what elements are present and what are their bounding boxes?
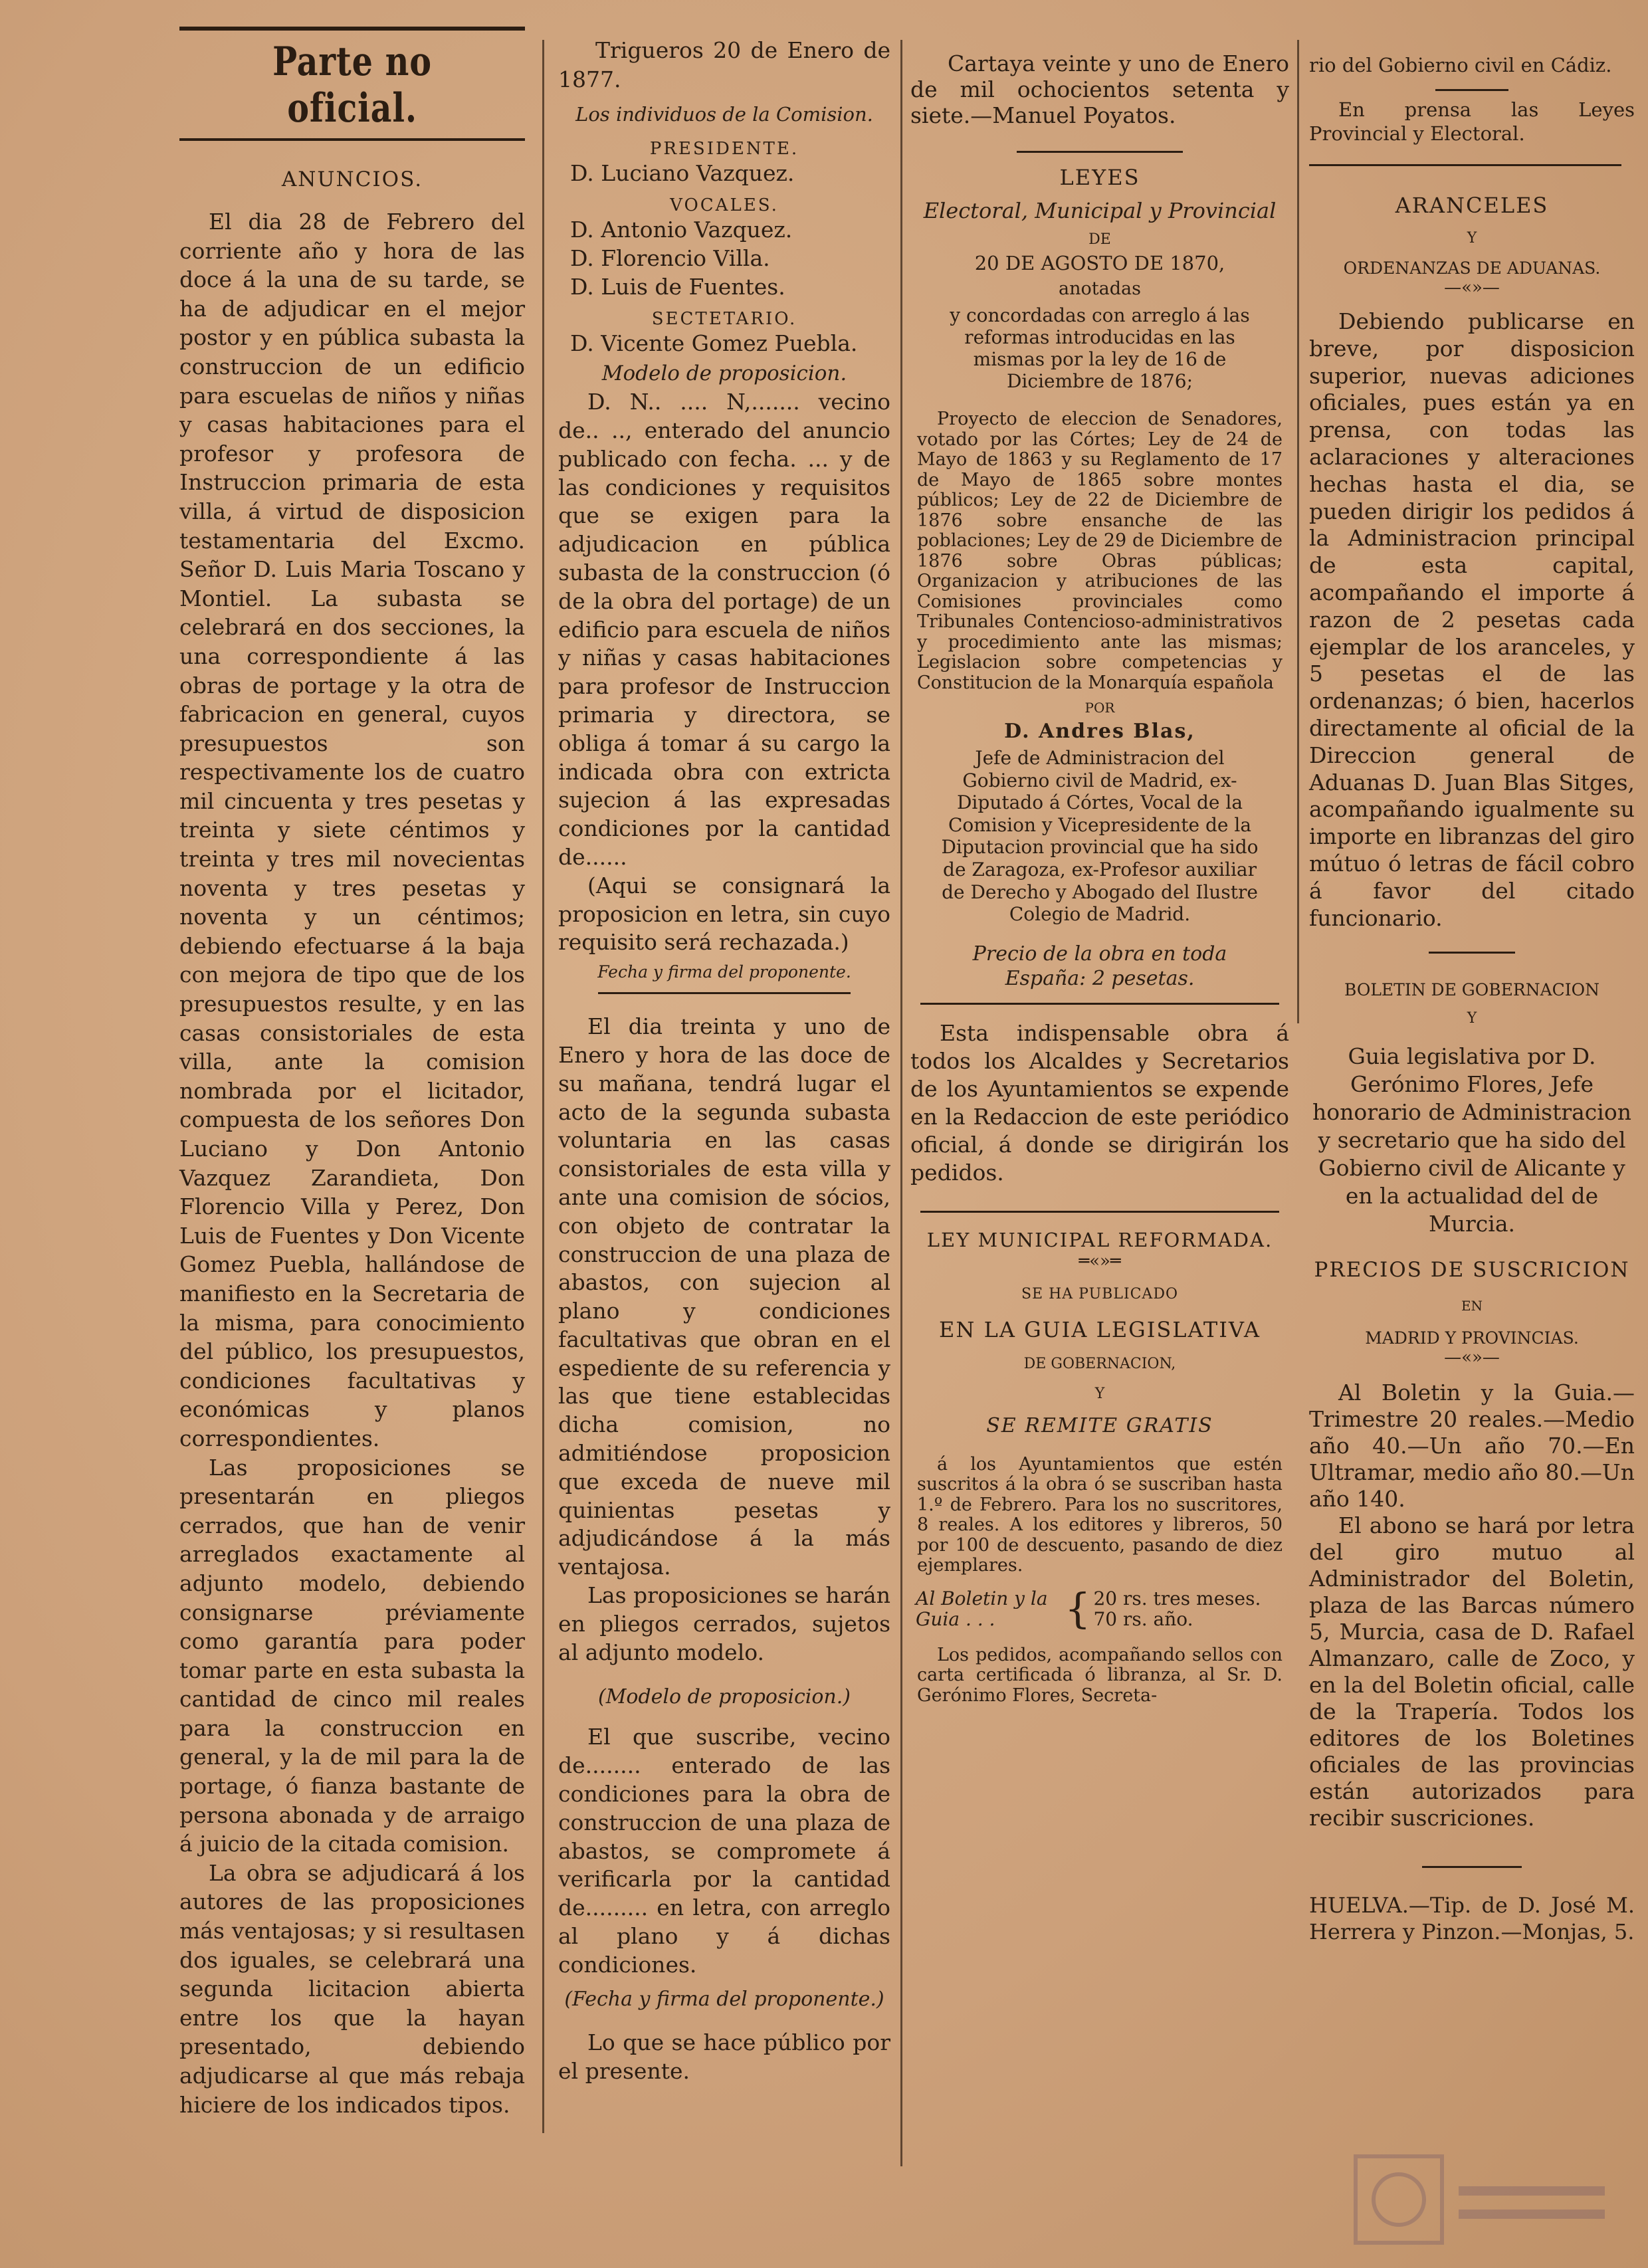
cartaya-signature: Cartaya veinte y uno de Enero de mil ochocientos setenta y siete.—Manuel Poyatos. xyxy=(910,51,1289,128)
ornament: —«»— xyxy=(1444,1348,1500,1368)
proyecto-paragraph: Proyecto de eleccion de Senadores, votado por las Córtes; Ley de 24 de Mayo de 1863 y su Reglamento de 17 de Mayo de 1865 sobre montes públicos; Ley de 22 de Diciembre de 1876 sobre ensanche de las poblaciones; Ley de 29 de Diciembre de 1876 sobre Obras públicas; Organizacion y atribuciones de las Comisiones provinciales como Tribunales Contencioso-administrativos y procedimiento ante las mismas; Legislacion sobre competencias y Constitucion de la Monarquía española xyxy=(917,409,1283,693)
y-label: Y xyxy=(1094,1385,1105,1402)
guia-legislativa-heading: EN LA GUIA LEGISLATIVA xyxy=(939,1316,1261,1342)
brace: { xyxy=(1065,1584,1091,1633)
pedidos-paragraph: Los pedidos, acompañando sellos con carta certificada ó libranza, al Sr. D. Gerónimo Flores, Secreta- xyxy=(917,1644,1283,1706)
autor-name: D. Andres Blas, xyxy=(1004,720,1195,743)
anuncio-paragraph: Las proposiciones se presentarán en pliegos cerrados, que han de venir arreglados exactamente al adjunto modelo, debiendo consignarse préviamente como garantía para poder tomar parte en esta subasta la cantidad de cinco mil reales para la construccion en general, y la de mil para la de portage, ó fianza bastante de persona abonada y de arraigo á juicio de la citada comision. xyxy=(179,1454,525,1857)
price-values xyxy=(1093,1588,1261,1629)
y-label: Y xyxy=(1467,1010,1477,1027)
en-label: EN xyxy=(1461,1298,1483,1314)
column-1 xyxy=(179,27,525,2119)
column-rule xyxy=(1297,40,1299,1023)
library-stamp-watermark xyxy=(1342,2140,1621,2259)
ornament: ═«»═ xyxy=(1079,1251,1121,1271)
madrid-provincias: MADRID Y PROVINCIAS. xyxy=(1365,1328,1579,1348)
leyes-heading: LEYES xyxy=(1059,165,1140,190)
column-rule xyxy=(900,40,902,2166)
indispensable-paragraph: Esta indispensable obra á todos los Alcaldes y Secretarios de los Ayuntamientos se expende en la Redaccion de este periódico oficial, á donde se dirigirán los pedidos. xyxy=(910,1019,1289,1186)
continued-line: rio del Gobierno civil en Cádiz. xyxy=(1309,54,1612,76)
abono-paragraph: El abono se hará por letra del giro mutuo al Administrador del Boletin, plaza de las Barcas número 5, Murcia, casa de D. Rafael Almanzaro, calle de Zoco, y en la del Boletin oficial, calle de la Trapería. Todos los editores de los Boletines oficiales de las provincias están autorizados para recibir suscriciones. xyxy=(1309,1512,1635,1831)
final-line: Lo que se hace público por el presente. xyxy=(558,2029,890,2085)
comision-line: Los individuos de la Comision. xyxy=(575,103,873,126)
segunda-subasta-paragraph: El dia treinta y uno de Enero y hora de las doce de su mañana, tendrá lugar el acto de la segunda subasta voluntaria en las casas consistoriales de esta villa y ante una comision de sócios, con objeto de contratar la construccion de una plaza de abastos, con sujecion al plano y condiciones facultativas que obran en el espediente de su referencia y las que tiene establecidas dicha comision, no admitiéndose proposicion que exceda de nueve mil quinientas pesetas y adjudicándose á la más ventajosa. xyxy=(558,1013,890,1580)
separator-rule xyxy=(1422,1866,1522,1868)
por-label: POR xyxy=(1084,700,1115,716)
column-4 xyxy=(1309,27,1635,1945)
debiendo-paragraph: Debiendo publicarse en breve, por disposicion superior, nuevas adiciones oficiales, pues están ya en prensa, con todas las aclaraciones y alteraciones hechas hasta el dia, se pueden dirigir los pedidos á la Administracion principal de esta capital, acompañando el importe á razon de 2 pesetas cada ejemplar de los aranceles, y 5 pesetas el de las ordenanzas; ó bien, hacerlos directamente al oficial de la Direccion general de Aduanas D. Juan Blas Sitges, acompañando igualmente su importe en libranzas del giro mútuo ó letras de fácil cobro á favor del citado funcionario. xyxy=(1309,308,1635,931)
separator-rule xyxy=(920,1003,1279,1005)
ayuntamientos-paragraph: á los Ayuntamientos que estén suscritos á la obra ó se suscriban hasta 1.º de Febrero. Para los no suscritores, 8 reales. A los editores y libreros, 50 por 100 de descuento, pasando de diez ejemplares. xyxy=(917,1453,1283,1576)
ordenanzas-heading: ORDENANZAS DE ADUANAS. xyxy=(1343,258,1601,278)
ornament: —«»— xyxy=(1444,278,1500,298)
gobernacion-label: DE GOBERNACION, xyxy=(1023,1355,1176,1372)
modelo-title-2: (Modelo de proposicion.) xyxy=(597,1685,851,1709)
ley-fecha: 20 DE AGOSTO DE 1870, xyxy=(974,252,1225,274)
leyes-subtitle: Electoral, Municipal y Provincial xyxy=(923,198,1277,223)
column-3 xyxy=(910,27,1289,1706)
boletin-gobernacion-heading: BOLETIN DE GOBERNACION xyxy=(1344,980,1599,1000)
modelo-title: Modelo de proposicion. xyxy=(601,361,847,386)
suscribe-paragraph: El que suscribe, vecino de........ enterado de las condiciones para la obra de construccion de una plaza de abastos, se compromete á verificarla por la cantidad de......... en letra, con arreglo al plano y á dichas condiciones. xyxy=(558,1724,890,1978)
price-three-months: 20 rs. tres meses. xyxy=(1093,1587,1261,1609)
heading-rule xyxy=(179,138,525,141)
price-table xyxy=(916,1584,1289,1633)
precios-heading: PRECIOS DE SUSCRICION xyxy=(1314,1258,1630,1283)
separator-rule xyxy=(1435,89,1508,91)
aqui-note: (Aqui se consignará la proposicion en letra, sin cuyo requisito será rechazada.) xyxy=(558,872,890,956)
pliegos-paragraph: Las proposiciones se harán en pliegos cerrados, sujetos al adjunto modelo. xyxy=(558,1582,890,1665)
presidente-name: D. Luciano Vazquez. xyxy=(570,160,795,187)
dateline: Trigueros 20 de Enero de 1877. xyxy=(558,37,890,92)
separator-rule xyxy=(1309,164,1621,166)
precio-obra: Precio de la obra en toda España: 2 pesetas. xyxy=(972,942,1227,990)
presidente-label: PRESIDENTE. xyxy=(649,139,799,159)
al-boletin-paragraph: Al Boletin y la Guia.—Trimestre 20 reales.—Medio año 40.—Un año 70.—En Ultramar, medio año 80.—Un año 140. xyxy=(1309,1380,1635,1512)
fecha-firma: Fecha y firma del proponente. xyxy=(597,962,851,982)
anuncio-paragraph: La obra se adjudicará á los autores de las proposiciones más ventajosas; y si resultasen dos iguales, se celebrará una segunda licitacion abierta entre los que la hayan presentado, debiendo adjudicarse al que más rebaja hiciere de los indicados tipos. xyxy=(179,1859,525,2118)
ley-municipal-heading: LEY MUNICIPAL REFORMADA. xyxy=(926,1228,1273,1251)
column-2 xyxy=(558,27,890,2086)
anuncios-heading: ANUNCIOS. xyxy=(281,167,423,191)
vocal-name: D. Antonio Vazquez. xyxy=(570,217,793,243)
section-heading: Parte no oficial. xyxy=(272,39,432,132)
concordadas: y concordadas con arreglo á las reformas introducidas en las mismas por la ley de 16 de Diciembre de 1876; xyxy=(950,304,1250,392)
se-ha-publicado: SE HA PUBLICADO xyxy=(1021,1285,1178,1302)
vocal-name: D. Luis de Fuentes. xyxy=(570,274,785,300)
price-year: 70 rs. año. xyxy=(1093,1607,1193,1630)
aranceles-heading: ARANCELES xyxy=(1395,193,1549,218)
imprenta-line: HUELVA.—Tip. de D. José M. Herrera y Pinzon.—Monjas, 5. xyxy=(1309,1893,1635,1945)
guia-legislativa-paragraph: Guia legislativa por D. Gerónimo Flores, Jefe honorario de Administracion y secretario que ha sido del Gobierno civil de Alicante y en la actualidad del de Murcia. xyxy=(1312,1043,1631,1237)
y-label: Y xyxy=(1467,230,1477,247)
separator-rule xyxy=(1017,151,1183,153)
remite-gratis: SE REMITE GRATIS xyxy=(986,1413,1213,1437)
separator-rule xyxy=(598,992,851,994)
separator-rule xyxy=(920,1211,1279,1213)
anotadas: anotadas xyxy=(1059,278,1141,299)
secretario-name: D. Vicente Gomez Puebla. xyxy=(570,330,858,357)
boletin-guia-label: Al Boletin y la Guia . . . xyxy=(916,1587,1048,1630)
secretario-label: SECTETARIO. xyxy=(651,309,797,330)
prensa-notice: En prensa las Leyes Provincial y Electoral. xyxy=(1309,98,1635,145)
column-rule xyxy=(542,40,544,2133)
anuncio-paragraph: El dia 28 de Febrero del corriente año y hora de las doce á la una de su tarde, se ha de adjudicar en el mejor postor y en pública subasta la construccion de un edificio para escuelas de niños y niñas y casas habitaciones para el profesor y profesora de Instruccion primaria de esta villa, á virtud de disposicion testamentaria del Excmo. Señor D. Luis Maria Toscano y Montiel. La subasta se celebrará en dos secciones, la una correspondiente á las obras de portage y la otra de fabricacion en general, cuyos presupuestos son respectivamente los de cuatro mil cincuenta y tres pesetas y treinta y siete céntimos y treinta y tres mil novecientas noventa y tres pesetas y noventa y un céntimos; debiendo efectuarse á la baja con mejora de tipo que de los presupuestos resulte, y en las casas consistoriales de esta villa, ante la comision nombrada por el licitador, compuesta de los señores Don Luciano y Don Antonio Vazquez Zarandieta, Don Florencio Villa y Perez, Don Luis de Fuentes y Don Vicente Gomez Puebla, hallándose de manifiesto en la Secretaria de la misma, para conocimiento del público, los presupuestos, condiciones facultativas y económicas y planos correspondientes. xyxy=(179,209,525,1451)
separator-rule xyxy=(1429,952,1515,954)
de-label: DE xyxy=(1088,231,1111,248)
autor-description: Jefe de Administracion del Gobierno civil de Madrid, ex-Diputado á Córtes, Vocal de la Comision y Vicepresidente de la Diputacion provincial que ha sido de Zaragoza, ex-Profesor auxiliar de Derecho y Abogado del Ilustre Colegio de Madrid. xyxy=(941,747,1259,926)
vocal-name: D. Florencio Villa. xyxy=(570,245,770,272)
fecha-firma-2: (Fecha y firma del proponente.) xyxy=(564,1987,884,2011)
modelo-body: D. N.. .... N,....... vecino de.. .., enterado del anuncio publicado con fecha. ... y de las condiciones y requisitos que se exigen para la adjudicacion en pública subasta de la construccion (ó de la obra del portage) de un edificio para escuela de niños y niñas y casas habitaciones para profesor de Instruccion primaria y directora, se obliga á tomar á su cargo la indicada obra con extricta sujecion á las expresadas condiciones por la cantidad de...... xyxy=(558,389,890,870)
vocales-label: VOCALES. xyxy=(670,195,779,216)
